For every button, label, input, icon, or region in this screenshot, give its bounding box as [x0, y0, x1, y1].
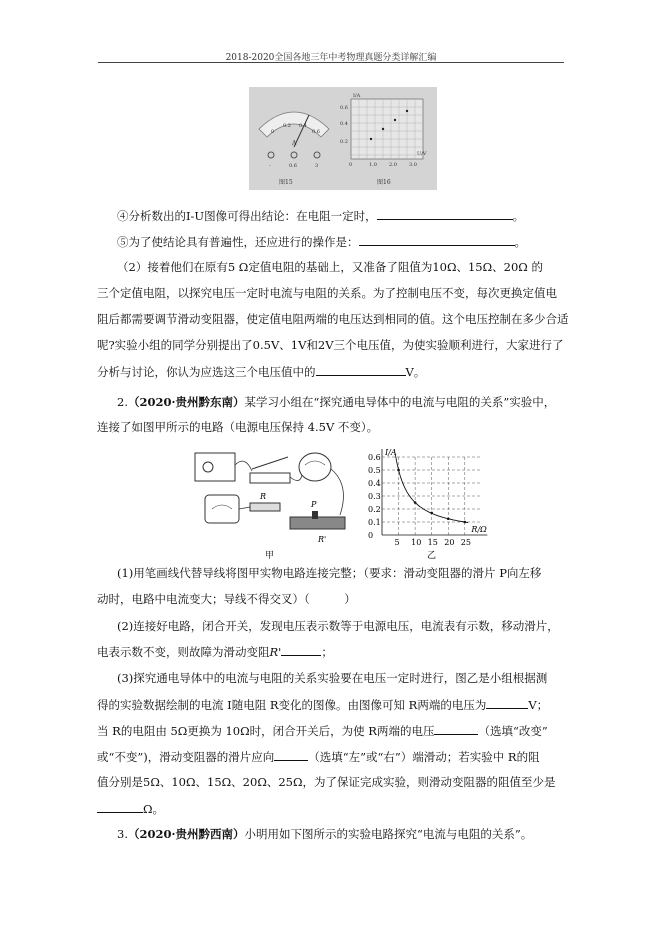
x-tick-label: 15: [427, 538, 438, 547]
svg-text:0.6: 0.6: [289, 163, 297, 169]
sub3-line5: 值分别是5Ω、10Ω、15Ω、20Ω、25Ω，为了保证完成实验，则滑动变阻器的阻值至少是: [97, 775, 556, 789]
sub2-rprime: R': [269, 645, 282, 659]
y-axis-label: I/A: [385, 448, 397, 457]
x-tick-label: 10: [411, 538, 422, 547]
svg-text:I/A: I/A: [353, 93, 361, 99]
x-tick-label: 5: [394, 538, 400, 547]
q4-end: 。: [512, 209, 525, 223]
y-tick-label: 0.2: [368, 505, 381, 514]
y-tick-label: 0: [368, 531, 374, 540]
svg-text:0.6: 0.6: [312, 129, 320, 135]
answer-blank-q5: [359, 234, 515, 246]
svg-text:0: 0: [349, 162, 353, 168]
para2-line3: 阻后都需要调节滑动变阻器，使定值电阻两端的电压达到相同的值。这个电压控制在多少合适: [97, 312, 569, 326]
svg-text:图16: 图16: [377, 179, 391, 186]
question-2-heading: [117, 395, 555, 409]
header-title: 2018-2020全国各地三年中考物理真题分类详解汇编: [225, 53, 437, 63]
sub3-line3-text: 当 R的电阻由 5Ω更换为 10Ω时，闭合开关后，为使 R两端的电压: [97, 724, 435, 738]
svg-text:U/V: U/V: [417, 151, 427, 157]
sub3-line4-text: 或“不变”)，滑动变阻器的滑片应向: [97, 750, 275, 764]
sub3-line1: (3)探究通电导体中的电流与电阻的关系实验要在电压一定时进行，图乙是小组根据测: [117, 671, 548, 685]
svg-text:0.2: 0.2: [283, 123, 291, 129]
x-axis-label: R/Ω: [471, 525, 487, 534]
q5-end: 。: [514, 235, 526, 249]
sub3-line4-end: （选填“左”或“右”）端滑动；若实验中 R的阻: [308, 750, 540, 764]
para2-line5-end: V。: [405, 365, 426, 379]
svg-text:0.4: 0.4: [340, 121, 348, 127]
svg-text:3.0: 3.0: [409, 162, 417, 168]
sub3-line3-end: （选填“改变”: [478, 724, 548, 738]
para2-line4: 呢?实验小组的同学分别提出了0.5V、1V和2V三个电压值，为使实验顺利进行，大家进行了: [97, 338, 564, 352]
sub3-line3: [97, 723, 548, 738]
sub3-line2-text: 得的实验数据绘制的电流 I随电阻 R变化的图像。由图像可知 R两端的电压为: [97, 698, 487, 712]
x-tick-label: 20: [444, 538, 455, 547]
svg-text:P: P: [311, 500, 317, 509]
y-tick-label: 0.3: [368, 492, 381, 501]
q3-line1: 小明用如下图所示的实验电路探究“电流与电阻的关系”。: [244, 827, 533, 841]
answer-blank-q4: [377, 208, 513, 220]
q2-line1: 某学习小组在“探究通电导体中的电流与电阻的关系”实验中，: [244, 395, 556, 409]
para2-line5-text: 分析与讨论，你认为应选这三个电压值中的: [97, 365, 316, 379]
question-5: [117, 234, 526, 249]
question-4: [117, 208, 524, 223]
y-tick-label: 0.4: [368, 479, 381, 488]
y-tick-label: 0.5: [368, 466, 381, 475]
para2-line2: 三个定值电阻，以探究电压一定时电流与电阻的关系。为了控制电压不变，每次更换定值电: [97, 286, 557, 300]
q2-number: 2.: [117, 395, 128, 409]
svg-text:-: -: [269, 163, 271, 169]
sub2-line2-text: 电表示数不变，则故障为滑动变阻: [97, 645, 270, 659]
answer-blank-fault: [281, 644, 321, 656]
answer-blank-voltage: [316, 364, 406, 376]
x-tick-label: 25: [460, 538, 471, 547]
data-point: [447, 517, 450, 520]
y-tick-label: 0.1: [368, 518, 381, 527]
figure-caption-yi: 乙: [427, 551, 437, 560]
sub1-line1: (1)用笔画线代替导线将图甲实物电路连接完整；（要求：滑动变阻器的滑片 P向左移: [117, 566, 542, 580]
figure-jia-yi: [190, 445, 490, 560]
y-tick-label: 0.6: [368, 453, 381, 462]
sub1-line2: 动时，电路中电流变大；导线不得交叉）（ ）: [97, 592, 356, 606]
para2-line1: （2）接着他们在原有5 Ω定值电阻的基础上，又准备了阻值为10Ω、15Ω、20Ω 的: [117, 260, 543, 274]
data-point: [414, 501, 417, 504]
q2-source: （2020·贵州黔东南）: [127, 395, 245, 409]
sub2-line2-end: ；: [321, 645, 333, 659]
svg-text:R': R': [318, 535, 327, 544]
q4-text: ④分析数出的I-U图像可得出结论：在电阻一定时，: [117, 209, 377, 223]
sub3-line4: [97, 749, 540, 764]
svg-text:0: 0: [271, 129, 275, 135]
svg-text:3: 3: [315, 163, 319, 169]
answer-blank-change: [434, 723, 478, 735]
svg-text:0.4: 0.4: [299, 123, 307, 129]
svg-text:R: R: [260, 492, 267, 501]
ir-graph-figure-yi: [368, 448, 487, 560]
data-point: [397, 469, 400, 472]
q3-number: 3.: [117, 827, 128, 841]
svg-text:2.0: 2.0: [389, 162, 397, 168]
sub2-line2: [97, 644, 333, 659]
para2-line5: [97, 364, 425, 379]
sub3-line2-end: V；: [528, 698, 549, 712]
sub3-line2: [97, 697, 548, 712]
sub2-line1: (2)连接好电路，闭合开关，发现电压表示数等于电源电压，电流表有示数，移动滑片，: [117, 619, 559, 633]
q5-text: ⑤为了使结论具有普遍性，还应进行的操作是：: [117, 235, 359, 249]
data-point: [464, 521, 467, 524]
figure-15-16-photo: [249, 87, 437, 190]
svg-text:0.2: 0.2: [340, 139, 348, 145]
q2-line2: 连接了如图甲所示的电路（电源电压保持 4.5V 不变）。: [97, 420, 379, 434]
answer-blank-r-voltage: [486, 697, 528, 709]
svg-text:A: A: [292, 140, 297, 147]
svg-text:图15: 图15: [279, 179, 293, 186]
sub3-line6: [97, 801, 164, 816]
answer-blank-min-resistance: [97, 801, 143, 813]
question-3-heading: [117, 827, 532, 841]
data-point: [430, 512, 433, 515]
sub3-line6-end: Ω。: [143, 802, 165, 816]
q3-source: （2020·贵州黔西南）: [127, 827, 245, 841]
header-rule: [98, 62, 564, 63]
svg-text:0.6: 0.6: [340, 105, 348, 111]
circuit-figure-jia: [195, 453, 345, 560]
answer-blank-direction: [274, 749, 308, 761]
svg-text:甲: 甲: [265, 551, 275, 560]
svg-text:1.0: 1.0: [369, 162, 377, 168]
